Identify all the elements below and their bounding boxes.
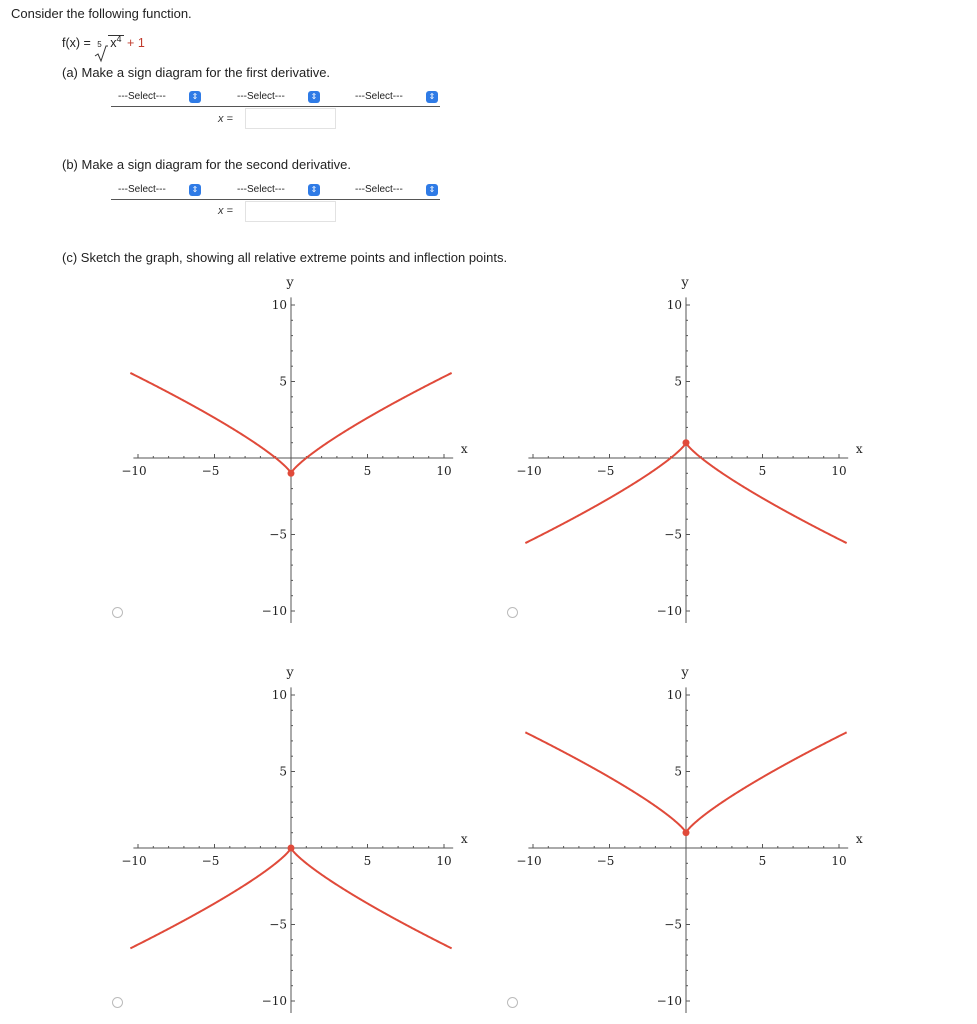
- y-tick-label: 10: [666, 298, 682, 312]
- x-tick-label: 5: [758, 854, 767, 868]
- y-tick-label: 10: [271, 688, 287, 702]
- y-tick-label: 10: [666, 688, 682, 702]
- radio-option-3[interactable]: [112, 997, 123, 1008]
- extreme-point: [288, 845, 295, 852]
- y-tick-label: 5: [279, 764, 287, 779]
- select-label: ---Select---: [355, 184, 403, 195]
- y-axis-label: y: [286, 275, 294, 291]
- x-axis-label: x: [460, 832, 468, 846]
- x-tick-label: 10: [436, 854, 452, 868]
- function-expression: [62, 34, 145, 54]
- radio-option-2[interactable]: [507, 607, 518, 618]
- y-tick-label: −5: [269, 917, 287, 932]
- select-label: ---Select---: [237, 184, 285, 195]
- part-b-x-input[interactable]: [245, 201, 336, 222]
- part-a-number-line: [111, 106, 440, 107]
- part-b-label: (b) Make a sign diagram for the second derivative.: [62, 157, 352, 172]
- x-tick-label: −10: [516, 854, 542, 868]
- extreme-point: [288, 470, 295, 477]
- y-tick-label: 10: [271, 298, 287, 312]
- y-axis-label: y: [681, 275, 689, 291]
- y-axis-label: y: [286, 665, 294, 681]
- x-tick-label: 5: [363, 464, 372, 478]
- graph-option-1: [100, 268, 480, 623]
- x-axis-label: x: [855, 442, 863, 456]
- radical-index: 5: [97, 40, 102, 50]
- x-tick-label: −10: [121, 854, 147, 868]
- select-label: ---Select---: [118, 184, 166, 195]
- select-label: ---Select---: [237, 91, 285, 102]
- y-tick-label: −10: [261, 994, 287, 1008]
- graph-option-4: [495, 658, 875, 1013]
- x-tick-label: −5: [201, 464, 220, 478]
- x-tick-label: 10: [831, 464, 847, 478]
- y-tick-label: −10: [656, 604, 682, 618]
- part-c-label: (c) Sketch the graph, showing all relative extreme points and inflection points.: [62, 250, 508, 265]
- y-tick-label: −5: [664, 917, 682, 932]
- function-lhs: f(x) =: [62, 36, 95, 51]
- x-axis-label: x: [460, 442, 468, 456]
- extreme-point: [683, 439, 690, 446]
- x-tick-label: 5: [363, 854, 372, 868]
- y-axis-label: y: [681, 665, 689, 681]
- y-tick-label: −5: [269, 527, 287, 542]
- select-arrow-icon: ⇕: [426, 91, 438, 103]
- part-a-label: (a) Make a sign diagram for the first derivative.: [62, 65, 331, 80]
- y-tick-label: 5: [674, 374, 682, 389]
- y-tick-label: 5: [279, 374, 287, 389]
- y-tick-label: 5: [674, 764, 682, 779]
- x-tick-label: −10: [121, 464, 147, 478]
- radio-option-4[interactable]: [507, 997, 518, 1008]
- part-a-select-1[interactable]: [113, 90, 201, 104]
- radical-icon: [94, 45, 108, 63]
- x-tick-label: 10: [436, 464, 452, 478]
- part-a-select-2[interactable]: [232, 90, 320, 104]
- y-tick-label: −10: [261, 604, 287, 618]
- graph-option-3: [100, 658, 480, 1013]
- radicand-exponent: 4: [116, 34, 122, 44]
- select-label: ---Select---: [355, 91, 403, 102]
- part-a-x-input[interactable]: [245, 108, 336, 129]
- y-tick-label: −10: [656, 994, 682, 1008]
- x-tick-label: 5: [758, 464, 767, 478]
- extreme-point: [683, 829, 690, 836]
- function-constant: + 1: [127, 36, 145, 51]
- select-label: ---Select---: [118, 91, 166, 102]
- x-tick-label: −5: [596, 464, 615, 478]
- select-arrow-icon: ⇕: [189, 184, 201, 196]
- x-axis-label: x: [855, 832, 863, 846]
- x-tick-label: −10: [516, 464, 542, 478]
- x-tick-label: −5: [596, 854, 615, 868]
- x-tick-label: −5: [201, 854, 220, 868]
- select-arrow-icon: ⇕: [308, 91, 320, 103]
- part-a-x-label: x =: [218, 113, 233, 125]
- radio-option-1[interactable]: [112, 607, 123, 618]
- part-b-number-line: [111, 199, 440, 200]
- graph-option-2: [495, 268, 875, 623]
- intro-text: Consider the following function.: [11, 6, 192, 21]
- y-tick-label: −5: [664, 527, 682, 542]
- part-b-x-label: x =: [218, 205, 233, 217]
- part-b-select-3[interactable]: [350, 183, 438, 197]
- radicand-base: x: [110, 36, 117, 51]
- part-a-select-3[interactable]: [350, 90, 438, 104]
- select-arrow-icon: ⇕: [308, 184, 320, 196]
- x-tick-label: 10: [831, 854, 847, 868]
- select-arrow-icon: ⇕: [189, 91, 201, 103]
- select-arrow-icon: ⇕: [426, 184, 438, 196]
- part-b-select-2[interactable]: [232, 183, 320, 197]
- part-b-select-1[interactable]: [113, 183, 201, 197]
